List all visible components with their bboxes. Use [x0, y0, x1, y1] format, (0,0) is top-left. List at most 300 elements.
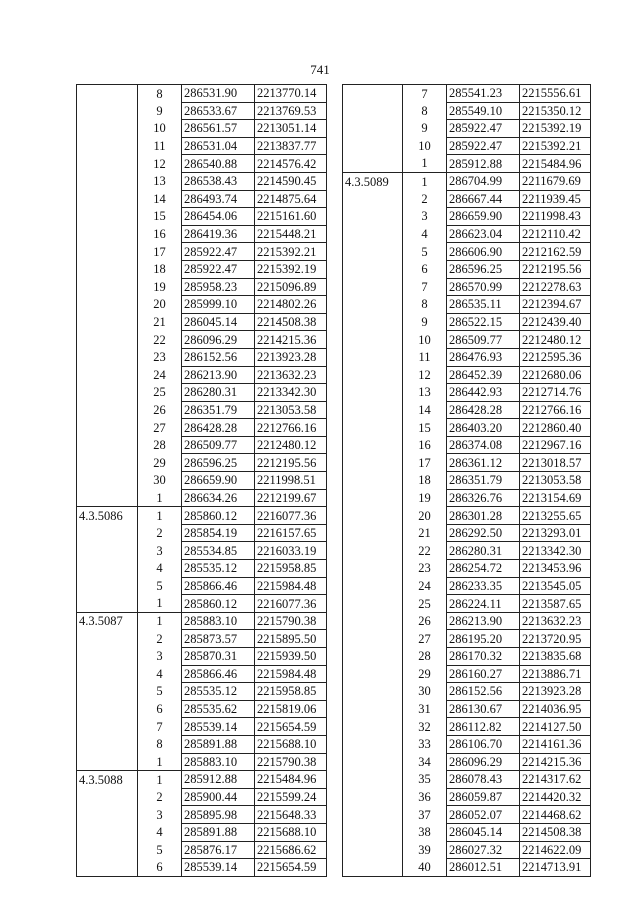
table-row — [77, 243, 327, 261]
plot-number-cell — [343, 700, 403, 718]
plot-number-cell — [77, 524, 138, 542]
x-coordinate-cell: 285539.14 — [182, 859, 255, 877]
point-number-cell: 28 — [153, 438, 166, 453]
y-coordinate-cell: 2213293.01 — [520, 524, 591, 542]
point-number-cell: 29 — [418, 666, 431, 681]
y-coordinate-cell: 2212967.16 — [520, 436, 591, 454]
table-row — [77, 665, 327, 683]
plot-number-cell — [77, 348, 138, 366]
point-number-cell: 4 — [421, 227, 428, 242]
y-coordinate-cell: 2213453.96 — [520, 560, 591, 578]
point-number-cell: 39 — [418, 842, 431, 857]
x-coordinate-cell: 285891.88 — [182, 735, 255, 753]
x-coordinate-cell: 285541.23 — [447, 85, 520, 103]
plot-number-cell — [77, 648, 138, 666]
plot-number-cell — [77, 102, 138, 120]
point-number-cell: 11 — [153, 139, 166, 154]
point-number-cell: 9 — [421, 315, 428, 330]
y-coordinate-cell: 2214802.26 — [255, 296, 327, 314]
table-row — [77, 137, 327, 155]
x-coordinate-cell: 286374.08 — [447, 436, 520, 454]
plot-number-cell — [343, 296, 403, 314]
table-row — [343, 648, 591, 666]
y-coordinate-cell: 2212110.42 — [520, 225, 591, 243]
x-coordinate-cell: 286170.32 — [447, 648, 520, 666]
point-number-cell: 2 — [156, 526, 163, 541]
y-coordinate-cell: 2212480.12 — [520, 331, 591, 349]
table-row — [343, 225, 591, 243]
plot-number-cell — [343, 225, 403, 243]
y-coordinate-cell: 2212394.67 — [520, 296, 591, 314]
table-row — [77, 771, 327, 789]
table-row — [343, 542, 591, 560]
table-row — [77, 366, 327, 384]
table-row — [343, 384, 591, 402]
x-coordinate-cell: 286152.56 — [447, 683, 520, 701]
point-number-cell: 3 — [156, 543, 163, 558]
plot-number-cell: 4.3.5088 — [77, 771, 138, 789]
plot-number-cell — [77, 85, 138, 103]
x-coordinate-cell: 286027.32 — [447, 841, 520, 859]
point-number-cell: 5 — [156, 684, 163, 699]
table-row — [77, 155, 327, 173]
x-coordinate-cell: 286361.12 — [447, 454, 520, 472]
point-number-cell: 3 — [421, 209, 428, 224]
plot-number-cell: 4.3.5089 — [343, 172, 403, 190]
plot-number-cell — [343, 137, 403, 155]
table-row — [77, 454, 327, 472]
table-row — [343, 718, 591, 736]
x-coordinate-cell: 285535.12 — [182, 560, 255, 578]
table-row — [343, 859, 591, 877]
table-row — [77, 208, 327, 226]
y-coordinate-cell: 2214161.36 — [520, 735, 591, 753]
table-row — [77, 313, 327, 331]
y-coordinate-cell: 2215654.59 — [255, 859, 327, 877]
plot-number-cell — [343, 243, 403, 261]
plot-number-cell — [77, 577, 138, 595]
y-coordinate-cell: 2216077.36 — [255, 507, 327, 525]
plot-number-cell — [343, 384, 403, 402]
x-coordinate-cell: 286535.11 — [447, 296, 520, 314]
plot-number-cell — [343, 524, 403, 542]
table-row — [77, 102, 327, 120]
plot-number-cell — [77, 683, 138, 701]
table-row — [77, 542, 327, 560]
point-number-cell: 16 — [418, 438, 431, 453]
point-number-cell: 20 — [153, 297, 166, 312]
y-coordinate-cell: 2214127.50 — [520, 718, 591, 736]
point-number-cell: 35 — [418, 772, 431, 787]
y-coordinate-cell: 2212162.59 — [520, 243, 591, 261]
table-row — [343, 700, 591, 718]
plot-number-cell — [343, 718, 403, 736]
table-row — [77, 436, 327, 454]
y-coordinate-cell: 2214317.62 — [520, 771, 591, 789]
table-row — [77, 401, 327, 419]
y-coordinate-cell: 2213587.65 — [520, 595, 591, 613]
table-row — [343, 735, 591, 753]
y-coordinate-cell: 2213632.23 — [520, 612, 591, 630]
x-coordinate-cell: 286233.35 — [447, 577, 520, 595]
y-coordinate-cell: 2215556.61 — [520, 85, 591, 103]
point-number-cell: 19 — [153, 279, 166, 294]
y-coordinate-cell: 2214036.95 — [520, 700, 591, 718]
x-coordinate-cell: 286351.79 — [447, 472, 520, 490]
point-number-cell: 31 — [418, 702, 431, 717]
y-coordinate-cell: 2215686.62 — [255, 841, 327, 859]
point-number-cell: 1 — [138, 771, 182, 789]
x-coordinate-cell: 285883.10 — [182, 612, 255, 630]
plot-number-cell — [343, 630, 403, 648]
y-coordinate-cell: 2215688.10 — [255, 735, 327, 753]
x-coordinate-cell: 286454.06 — [182, 208, 255, 226]
plot-number-cell — [77, 806, 138, 824]
y-coordinate-cell: 2214576.42 — [255, 155, 327, 173]
table-row — [77, 120, 327, 138]
x-coordinate-cell: 286213.90 — [447, 612, 520, 630]
point-number-cell: 24 — [153, 367, 166, 382]
table-row — [77, 419, 327, 437]
y-coordinate-cell: 2213835.68 — [520, 648, 591, 666]
point-number-cell: 25 — [153, 385, 166, 400]
point-number-cell: 27 — [418, 631, 431, 646]
point-number-cell: 38 — [418, 825, 431, 840]
plot-number-cell — [77, 489, 138, 507]
plot-number-cell — [343, 472, 403, 490]
y-coordinate-cell: 2214508.38 — [255, 313, 327, 331]
left-coordinates-table — [76, 84, 327, 877]
table-row — [77, 859, 327, 877]
plot-number-cell — [343, 612, 403, 630]
plot-number-cell — [77, 208, 138, 226]
table-row — [343, 612, 591, 630]
point-number-cell: 8 — [138, 85, 182, 103]
x-coordinate-cell: 285891.88 — [182, 823, 255, 841]
table-row — [77, 85, 327, 103]
point-number-cell: 11 — [418, 350, 431, 365]
x-coordinate-cell: 286280.31 — [447, 542, 520, 560]
x-coordinate-cell: 286659.90 — [447, 208, 520, 226]
point-number-cell: 13 — [153, 174, 166, 189]
y-coordinate-cell: 2213342.30 — [520, 542, 591, 560]
point-number-cell: 8 — [421, 297, 428, 312]
point-number-cell: 21 — [418, 526, 431, 541]
y-coordinate-cell: 2215161.60 — [255, 208, 327, 226]
point-number-cell: 20 — [418, 508, 431, 523]
point-number-cell: 13 — [418, 385, 431, 400]
table-row — [343, 419, 591, 437]
x-coordinate-cell: 286052.07 — [447, 806, 520, 824]
y-coordinate-cell: 2214622.09 — [520, 841, 591, 859]
plot-number-cell — [343, 648, 403, 666]
table-row — [343, 472, 591, 490]
x-coordinate-cell: 286442.93 — [447, 384, 520, 402]
table-row — [343, 436, 591, 454]
point-number-cell: 22 — [418, 543, 431, 558]
plot-number-cell — [343, 208, 403, 226]
x-coordinate-cell: 285895.98 — [182, 806, 255, 824]
point-number-cell: 9 — [156, 103, 163, 118]
plot-number-cell — [343, 560, 403, 578]
plot-number-cell: 4.3.5087 — [77, 612, 138, 630]
plot-number-cell — [343, 489, 403, 507]
plot-number-cell — [343, 806, 403, 824]
y-coordinate-cell: 2213632.23 — [255, 366, 327, 384]
table-row — [343, 823, 591, 841]
y-coordinate-cell: 2213018.57 — [520, 454, 591, 472]
y-coordinate-cell: 2215654.59 — [255, 718, 327, 736]
x-coordinate-cell: 285866.46 — [182, 665, 255, 683]
plot-number-cell — [77, 120, 138, 138]
y-coordinate-cell: 2214468.62 — [520, 806, 591, 824]
x-coordinate-cell: 286096.29 — [447, 753, 520, 771]
point-number-cell: 15 — [418, 420, 431, 435]
y-coordinate-cell: 2211679.69 — [520, 172, 591, 190]
x-coordinate-cell: 286254.72 — [447, 560, 520, 578]
x-coordinate-cell: 286326.76 — [447, 489, 520, 507]
table-row — [77, 683, 327, 701]
point-number-cell: 5 — [156, 578, 163, 593]
plot-number-cell — [77, 384, 138, 402]
point-number-cell: 2 — [421, 191, 428, 206]
x-coordinate-cell: 285539.14 — [182, 718, 255, 736]
table-row — [343, 489, 591, 507]
table-row — [77, 260, 327, 278]
point-number-cell: 26 — [153, 402, 166, 417]
point-number-cell: 8 — [156, 737, 163, 752]
y-coordinate-cell: 2213837.77 — [255, 137, 327, 155]
point-number-cell: 36 — [418, 790, 431, 805]
y-coordinate-cell: 2216033.19 — [255, 542, 327, 560]
plot-number-cell — [343, 348, 403, 366]
y-coordinate-cell: 2214215.36 — [255, 331, 327, 349]
plot-number-cell — [343, 454, 403, 472]
x-coordinate-cell: 286493.74 — [182, 190, 255, 208]
x-coordinate-cell: 285900.44 — [182, 788, 255, 806]
x-coordinate-cell: 285912.88 — [182, 771, 255, 789]
point-number-cell: 1 — [138, 489, 182, 507]
x-coordinate-cell: 286509.77 — [447, 331, 520, 349]
x-coordinate-cell: 286704.99 — [447, 172, 520, 190]
x-coordinate-cell: 286224.11 — [447, 595, 520, 613]
y-coordinate-cell: 2215939.50 — [255, 648, 327, 666]
x-coordinate-cell: 286476.93 — [447, 348, 520, 366]
x-coordinate-cell: 286078.43 — [447, 771, 520, 789]
plot-number-cell — [343, 331, 403, 349]
x-coordinate-cell: 285883.10 — [182, 753, 255, 771]
table-row — [343, 577, 591, 595]
point-number-cell: 7 — [156, 719, 163, 734]
plot-number-cell — [77, 243, 138, 261]
point-number-cell: 1 — [138, 753, 182, 771]
y-coordinate-cell: 2213053.58 — [255, 401, 327, 419]
x-coordinate-cell: 285876.17 — [182, 841, 255, 859]
x-coordinate-cell: 285912.88 — [447, 155, 520, 173]
plot-number-cell — [343, 788, 403, 806]
plot-number-cell — [343, 190, 403, 208]
x-coordinate-cell: 286045.14 — [182, 313, 255, 331]
table-row — [343, 172, 591, 190]
point-number-cell: 8 — [421, 103, 428, 118]
table-row — [77, 788, 327, 806]
point-number-cell: 22 — [153, 332, 166, 347]
plot-number-cell — [343, 771, 403, 789]
point-number-cell: 14 — [418, 402, 431, 417]
y-coordinate-cell: 2213720.95 — [520, 630, 591, 648]
point-number-cell: 1 — [138, 612, 182, 630]
y-coordinate-cell: 2213886.71 — [520, 665, 591, 683]
table-row — [343, 401, 591, 419]
plot-number-cell — [77, 454, 138, 472]
plot-number-cell — [77, 331, 138, 349]
x-coordinate-cell: 286667.44 — [447, 190, 520, 208]
point-number-cell: 27 — [153, 420, 166, 435]
point-number-cell: 4 — [156, 561, 163, 576]
point-number-cell: 34 — [418, 754, 431, 769]
table-row — [77, 841, 327, 859]
plot-number-cell — [77, 366, 138, 384]
point-number-cell: 4 — [156, 825, 163, 840]
y-coordinate-cell: 2215392.21 — [520, 137, 591, 155]
plot-number-cell — [343, 155, 403, 173]
plot-number-cell: 4.3.5086 — [77, 507, 138, 525]
y-coordinate-cell: 2213769.53 — [255, 102, 327, 120]
table-row — [77, 753, 327, 771]
plot-number-cell — [343, 366, 403, 384]
point-number-cell: 29 — [153, 455, 166, 470]
table-row — [343, 190, 591, 208]
table-row — [343, 665, 591, 683]
plot-number-cell — [343, 753, 403, 771]
x-coordinate-cell: 286280.31 — [182, 384, 255, 402]
x-coordinate-cell: 285860.12 — [182, 507, 255, 525]
y-coordinate-cell: 2212195.56 — [520, 260, 591, 278]
point-number-cell: 6 — [156, 702, 163, 717]
y-coordinate-cell: 2212714.76 — [520, 384, 591, 402]
plot-number-cell — [77, 700, 138, 718]
point-number-cell: 12 — [153, 156, 166, 171]
y-coordinate-cell: 2215958.85 — [255, 683, 327, 701]
y-coordinate-cell: 2215392.19 — [255, 260, 327, 278]
x-coordinate-cell: 286531.90 — [182, 85, 255, 103]
plot-number-cell — [343, 278, 403, 296]
table-row — [343, 630, 591, 648]
plot-number-cell — [343, 542, 403, 560]
page-number: 741 — [310, 62, 330, 77]
table-row — [77, 648, 327, 666]
table-row — [343, 278, 591, 296]
y-coordinate-cell: 2215484.96 — [520, 155, 591, 173]
table-row — [343, 788, 591, 806]
point-number-cell: 1 — [138, 595, 182, 613]
table-row — [77, 296, 327, 314]
table-row — [343, 260, 591, 278]
plot-number-cell — [343, 735, 403, 753]
point-number-cell: 3 — [156, 649, 163, 664]
point-number-cell: 10 — [153, 121, 166, 136]
table-row — [77, 630, 327, 648]
x-coordinate-cell: 286533.67 — [182, 102, 255, 120]
y-coordinate-cell: 2212480.12 — [255, 436, 327, 454]
x-coordinate-cell: 286096.29 — [182, 331, 255, 349]
table-row — [77, 577, 327, 595]
point-number-cell: 1 — [138, 507, 182, 525]
y-coordinate-cell: 2213053.58 — [520, 472, 591, 490]
x-coordinate-cell: 286059.87 — [447, 788, 520, 806]
plot-number-cell — [77, 172, 138, 190]
x-coordinate-cell: 286195.20 — [447, 630, 520, 648]
table-row — [77, 560, 327, 578]
x-coordinate-cell: 285854.19 — [182, 524, 255, 542]
table-row — [77, 384, 327, 402]
plot-number-cell — [77, 436, 138, 454]
table-row — [77, 489, 327, 507]
plot-number-cell — [77, 278, 138, 296]
table-row — [343, 366, 591, 384]
point-number-cell: 2 — [156, 631, 163, 646]
x-coordinate-cell: 285922.47 — [182, 260, 255, 278]
x-coordinate-cell: 286106.70 — [447, 735, 520, 753]
y-coordinate-cell: 2214508.38 — [520, 823, 591, 841]
y-coordinate-cell: 2213923.28 — [520, 683, 591, 701]
y-coordinate-cell: 2215484.96 — [255, 771, 327, 789]
x-coordinate-cell: 286540.88 — [182, 155, 255, 173]
point-number-cell: 23 — [153, 350, 166, 365]
y-coordinate-cell: 2212199.67 — [255, 489, 327, 507]
x-coordinate-cell: 286596.25 — [182, 454, 255, 472]
table-row — [343, 753, 591, 771]
table-row — [343, 243, 591, 261]
plot-number-cell — [343, 595, 403, 613]
x-coordinate-cell: 286213.90 — [182, 366, 255, 384]
table-row — [77, 595, 327, 613]
plot-number-cell — [343, 436, 403, 454]
table-row — [77, 806, 327, 824]
x-coordinate-cell: 286570.99 — [447, 278, 520, 296]
y-coordinate-cell: 2212860.40 — [520, 419, 591, 437]
table-row — [343, 137, 591, 155]
point-number-cell: 7 — [403, 85, 447, 103]
y-coordinate-cell: 2215599.24 — [255, 788, 327, 806]
plot-number-cell — [77, 190, 138, 208]
plot-number-cell — [343, 823, 403, 841]
right-coordinates-table — [342, 84, 591, 877]
plot-number-cell — [343, 419, 403, 437]
point-number-cell: 3 — [156, 807, 163, 822]
x-coordinate-cell: 286152.56 — [182, 348, 255, 366]
plot-number-cell — [343, 401, 403, 419]
x-coordinate-cell: 286428.28 — [447, 401, 520, 419]
point-number-cell: 40 — [403, 859, 447, 877]
x-coordinate-cell: 286606.90 — [447, 243, 520, 261]
y-coordinate-cell: 2213051.14 — [255, 120, 327, 138]
table-row — [77, 735, 327, 753]
point-number-cell: 25 — [418, 596, 431, 611]
x-coordinate-cell: 286301.28 — [447, 507, 520, 525]
x-coordinate-cell: 286522.15 — [447, 313, 520, 331]
x-coordinate-cell: 286531.04 — [182, 137, 255, 155]
plot-number-cell — [77, 665, 138, 683]
y-coordinate-cell: 2214713.91 — [520, 859, 591, 877]
x-coordinate-cell: 286538.43 — [182, 172, 255, 190]
y-coordinate-cell: 2215790.38 — [255, 753, 327, 771]
x-coordinate-cell: 285549.10 — [447, 102, 520, 120]
y-coordinate-cell: 2215790.38 — [255, 612, 327, 630]
x-coordinate-cell: 285535.62 — [182, 700, 255, 718]
point-number-cell: 32 — [418, 719, 431, 734]
table-row — [343, 348, 591, 366]
